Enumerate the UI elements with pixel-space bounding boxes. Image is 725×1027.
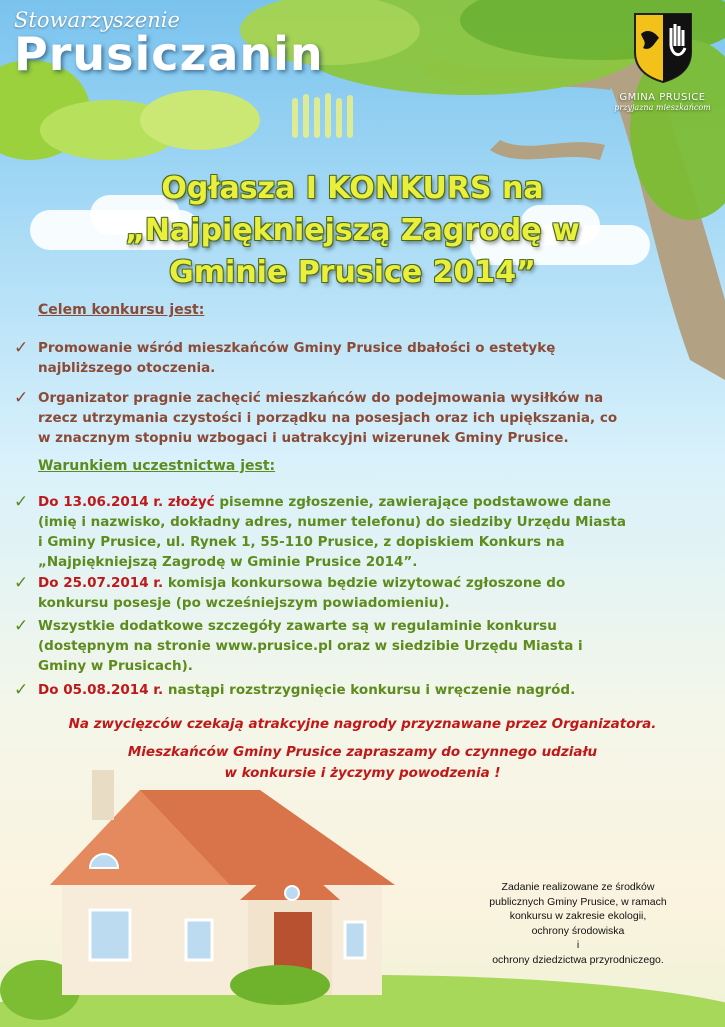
condition-date: 25.07.2014 r.: [63, 575, 164, 591]
condition-prefix: Do: [38, 575, 64, 591]
prizes-note: Na zwycięzców czekają atrakcyjne nagrody przyznawane przez Organizatora.: [68, 716, 657, 732]
condition-item: [14, 492, 634, 572]
headline-line: Gminie Prusice 2014”: [169, 255, 536, 290]
organization-name: Prusiczanin: [14, 27, 324, 81]
checkmark-icon: ✓: [14, 680, 29, 700]
crest-name: GMINA PRUSICE: [619, 92, 706, 103]
condition-prefix: Do: [38, 494, 64, 510]
house-illustration: [50, 770, 395, 1005]
headline-line: Ogłasza I KONKURS na: [161, 171, 544, 206]
footnote-line: i: [576, 939, 580, 951]
condition-text: komisja konkursowa będzie wizytować zgłoszone do konkursu posesje (po wcześniejszym powiadomieniu).: [38, 575, 566, 611]
organization-logo: [14, 8, 324, 81]
checkmark-icon: ✓: [14, 616, 29, 636]
crest-tagline: przyjazna mieszkańcom: [614, 103, 711, 112]
organization-subtitle: Stowarzyszenie: [14, 8, 180, 32]
condition-item: [14, 680, 634, 700]
footnote-line: Zadanie realizowane ze środków: [501, 881, 655, 893]
goals-heading: Celem konkursu jest:: [38, 302, 205, 318]
announcement-headline: [60, 168, 645, 294]
footnote-line: ochrony dziedzictwa przyrodniczego.: [492, 953, 664, 966]
checkmark-icon: ✓: [14, 492, 29, 512]
condition-text: nastąpi rozstrzygnięcie konkursu i wręczenie nagród.: [163, 682, 576, 698]
goal-text: Organizator pragnie zachęcić mieszkańców do podejmowania wysiłków na rzecz utrzymania czystości i porządku na posesjach oraz ich upiększania, co w znacznym stopniu wzbogaci i uatrakcyjni wizerunek Gminy Prusice.: [38, 390, 618, 446]
goal-item: [14, 388, 634, 448]
coat-of-arms-icon: [633, 12, 693, 84]
goal-item: [14, 338, 634, 378]
condition-date: 05.08.2014 r.: [63, 682, 164, 698]
condition-item: [14, 573, 634, 613]
condition-text: pisemne zgłoszenie, zawierające podstawowe dane (imię i nazwisko, dokładny adres, numer telefonu) do siedziby Urzędu Miasta i Gminy Prusice, ul. Rynek 1, 55-110 Prusice, z dopiskiem Konkurs na „Najpiękniejszą Zagrodę w Gminie Prusice 2014”.: [38, 494, 626, 570]
checkmark-icon: ✓: [14, 338, 29, 358]
gmina-crest: [610, 12, 715, 112]
headline-line: „Najpiękniejszą Zagrodę w: [125, 213, 580, 248]
people-silhouettes: [292, 93, 353, 138]
footnote-line: konkursu w zakresie ekologii,: [509, 910, 647, 922]
funding-footnote: [458, 880, 698, 967]
checkmark-icon: ✓: [14, 573, 29, 593]
invitation-line: Mieszkańców Gminy Prusice zapraszamy do czynnego udziału: [127, 744, 598, 760]
checkmark-icon: ✓: [14, 388, 29, 408]
condition-text: Wszystkie dodatkowe szczegóły zawarte są w regulaminie konkursu (dostępnym na stronie www.prusice.pl oraz w siedzibie Urzędu Miasta i Gminy w Prusicach).: [38, 618, 583, 674]
goal-text: Promowanie wśród mieszkańców Gminy Prusice dbałości o estetykę najbliższego otoczenia.: [38, 340, 556, 376]
condition-prefix: Do: [38, 682, 64, 698]
footnote-line: publicznych Gminy Prusice, w ramach: [489, 895, 667, 908]
condition-date: 13.06.2014 r. złożyć: [63, 494, 215, 510]
conditions-heading: Warunkiem uczestnictwa jest:: [38, 458, 276, 474]
footnote-line: ochrony środowiska: [531, 924, 625, 937]
invitation-line: w konkursie i życzymy powodzenia !: [224, 765, 501, 781]
condition-item: [14, 616, 634, 676]
